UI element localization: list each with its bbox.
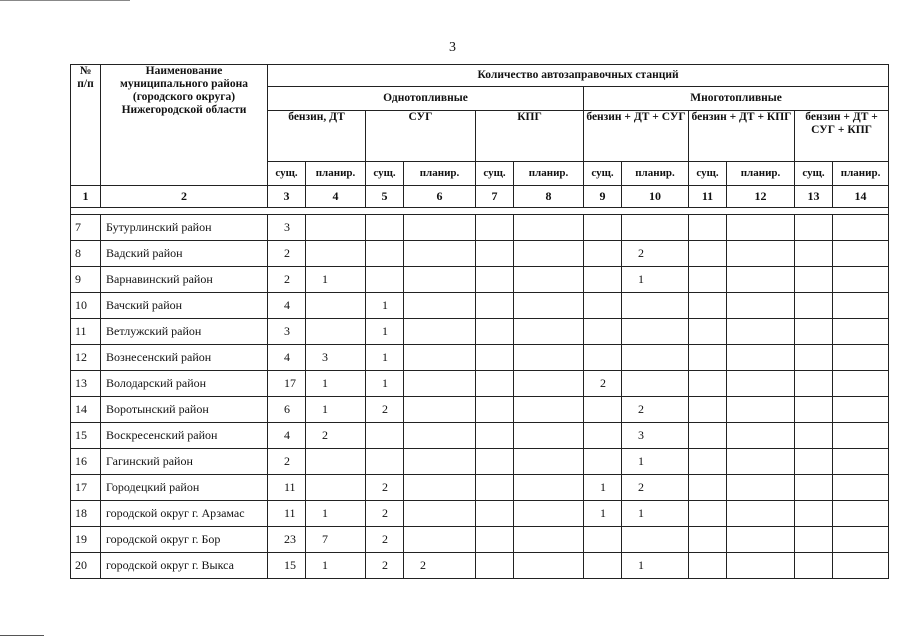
value-cell xyxy=(727,475,795,501)
value-cell xyxy=(404,215,476,241)
district-name: Вознесенский район xyxy=(101,345,268,371)
value-cell: 2 xyxy=(584,371,622,397)
value-cell: 1 xyxy=(584,475,622,501)
value-cell: 15 xyxy=(268,553,306,579)
value-cell xyxy=(833,553,889,579)
district-name: Володарский район xyxy=(101,371,268,397)
row-number: 14 xyxy=(71,397,101,423)
value-cell xyxy=(514,215,584,241)
district-name: Воскресенский район xyxy=(101,423,268,449)
value-cell xyxy=(689,475,727,501)
value-cell xyxy=(795,319,833,345)
row-number: 10 xyxy=(71,293,101,319)
value-cell xyxy=(306,475,366,501)
table-row xyxy=(71,397,889,423)
table-row xyxy=(71,449,889,475)
value-cell xyxy=(514,397,584,423)
value-cell xyxy=(514,345,584,371)
value-cell xyxy=(584,215,622,241)
value-cell xyxy=(514,319,584,345)
row-number: 13 xyxy=(71,371,101,397)
value-cell xyxy=(476,553,514,579)
district-name: Городецкий район xyxy=(101,475,268,501)
value-cell: 1 xyxy=(366,293,404,319)
column-number-row xyxy=(71,186,889,208)
value-cell xyxy=(584,397,622,423)
value-cell xyxy=(584,449,622,475)
header-petrol-diesel-lpg: бензин + ДТ + СУГ xyxy=(584,111,689,162)
value-cell: 1 xyxy=(622,501,689,527)
value-cell: 2 xyxy=(404,553,476,579)
value-cell xyxy=(689,267,727,293)
fuel-stations-table xyxy=(70,64,889,579)
value-cell: 4 xyxy=(268,345,306,371)
value-cell xyxy=(689,293,727,319)
header-petrol-diesel-lpg-cng: бензин + ДТ + СУГ + КПГ xyxy=(795,111,889,162)
value-cell: 2 xyxy=(306,423,366,449)
value-cell xyxy=(727,553,795,579)
district-name: Вадский район xyxy=(101,241,268,267)
row-number: 19 xyxy=(71,527,101,553)
table-row xyxy=(71,475,889,501)
value-cell: 17 xyxy=(268,371,306,397)
header-petrol-diesel-cng: бензин + ДТ + КПГ xyxy=(689,111,795,162)
value-cell xyxy=(366,241,404,267)
table-row xyxy=(71,319,889,345)
value-cell xyxy=(833,397,889,423)
value-cell xyxy=(514,501,584,527)
header-row-number-text: № п/п xyxy=(77,65,94,90)
value-cell xyxy=(689,215,727,241)
value-cell: 1 xyxy=(622,553,689,579)
value-cell xyxy=(622,371,689,397)
value-cell xyxy=(833,215,889,241)
value-cell xyxy=(584,319,622,345)
district-name: Вачский район xyxy=(101,293,268,319)
value-cell xyxy=(795,371,833,397)
value-cell xyxy=(833,527,889,553)
column-number-cell: 6 xyxy=(404,186,476,208)
value-cell xyxy=(404,267,476,293)
value-cell xyxy=(306,241,366,267)
header-district-name-text: Наименование муниципального района (городского округа) Нижегородской области xyxy=(120,65,248,116)
header-existing: сущ. xyxy=(689,162,727,186)
spacer-cell xyxy=(71,208,889,215)
header-planned: планир. xyxy=(622,162,689,186)
page-number: 3 xyxy=(449,40,456,55)
value-cell xyxy=(795,293,833,319)
value-cell xyxy=(476,215,514,241)
row-number: 18 xyxy=(71,501,101,527)
value-cell: 1 xyxy=(584,501,622,527)
value-cell xyxy=(584,345,622,371)
district-name: Ветлужский район xyxy=(101,319,268,345)
value-cell: 2 xyxy=(268,449,306,475)
value-cell: 1 xyxy=(366,371,404,397)
value-cell xyxy=(514,293,584,319)
value-cell xyxy=(476,397,514,423)
row-number: 7 xyxy=(71,215,101,241)
table-row xyxy=(71,215,889,241)
value-cell xyxy=(833,371,889,397)
value-cell xyxy=(833,293,889,319)
value-cell xyxy=(833,241,889,267)
value-cell xyxy=(795,215,833,241)
value-cell: 2 xyxy=(366,501,404,527)
value-cell xyxy=(795,553,833,579)
value-cell: 3 xyxy=(268,215,306,241)
value-cell xyxy=(404,449,476,475)
value-cell xyxy=(727,397,795,423)
value-cell xyxy=(727,215,795,241)
value-cell: 1 xyxy=(306,397,366,423)
column-number-cell: 3 xyxy=(268,186,306,208)
value-cell xyxy=(476,501,514,527)
value-cell xyxy=(795,241,833,267)
value-cell: 7 xyxy=(306,527,366,553)
value-cell: 23 xyxy=(268,527,306,553)
header-planned: планир. xyxy=(833,162,889,186)
value-cell xyxy=(476,267,514,293)
table-row xyxy=(71,267,889,293)
value-cell xyxy=(727,371,795,397)
value-cell xyxy=(476,241,514,267)
district-name: Варнавинский район xyxy=(101,267,268,293)
value-cell xyxy=(833,475,889,501)
value-cell xyxy=(514,241,584,267)
value-cell: 2 xyxy=(268,267,306,293)
column-number-cell: 1 xyxy=(71,186,101,208)
table-row xyxy=(71,293,889,319)
value-cell: 2 xyxy=(366,553,404,579)
value-cell xyxy=(795,423,833,449)
value-cell xyxy=(689,449,727,475)
column-number-cell: 4 xyxy=(306,186,366,208)
value-cell xyxy=(833,501,889,527)
value-cell xyxy=(404,423,476,449)
value-cell xyxy=(404,319,476,345)
value-cell xyxy=(795,397,833,423)
value-cell xyxy=(584,527,622,553)
value-cell xyxy=(476,423,514,449)
value-cell xyxy=(689,501,727,527)
value-cell: 3 xyxy=(268,319,306,345)
row-number: 12 xyxy=(71,345,101,371)
column-number-cell: 7 xyxy=(476,186,514,208)
row-number: 20 xyxy=(71,553,101,579)
value-cell xyxy=(689,397,727,423)
district-name: Бутурлинский район xyxy=(101,215,268,241)
value-cell: 2 xyxy=(622,397,689,423)
table-row xyxy=(71,371,889,397)
column-number-cell: 2 xyxy=(101,186,268,208)
value-cell xyxy=(476,527,514,553)
value-cell xyxy=(476,293,514,319)
column-number-cell: 10 xyxy=(622,186,689,208)
value-cell: 4 xyxy=(268,423,306,449)
header-planned: планир. xyxy=(306,162,366,186)
header-petrol-diesel: бензин, ДТ xyxy=(268,111,366,162)
row-number: 17 xyxy=(71,475,101,501)
value-cell xyxy=(622,293,689,319)
row-number: 8 xyxy=(71,241,101,267)
value-cell xyxy=(476,371,514,397)
header-lpg: СУГ xyxy=(366,111,476,162)
value-cell xyxy=(404,397,476,423)
value-cell xyxy=(727,527,795,553)
value-cell xyxy=(584,553,622,579)
header-multi-fuel: Многотопливные xyxy=(584,87,889,111)
value-cell xyxy=(689,371,727,397)
scan-edge-top xyxy=(0,0,130,1)
header-existing: сущ. xyxy=(795,162,833,186)
value-cell: 1 xyxy=(622,267,689,293)
value-cell xyxy=(404,345,476,371)
value-cell xyxy=(833,267,889,293)
value-cell xyxy=(622,319,689,345)
table-row xyxy=(71,423,889,449)
value-cell xyxy=(514,423,584,449)
value-cell: 3 xyxy=(622,423,689,449)
value-cell xyxy=(306,215,366,241)
value-cell xyxy=(795,267,833,293)
value-cell xyxy=(366,215,404,241)
value-cell xyxy=(727,501,795,527)
value-cell xyxy=(514,475,584,501)
district-name: Воротынский район xyxy=(101,397,268,423)
value-cell xyxy=(727,345,795,371)
value-cell xyxy=(476,345,514,371)
value-cell xyxy=(514,371,584,397)
value-cell xyxy=(689,345,727,371)
value-cell xyxy=(727,423,795,449)
value-cell xyxy=(366,267,404,293)
table-row xyxy=(71,527,889,553)
value-cell xyxy=(476,449,514,475)
value-cell: 3 xyxy=(306,345,366,371)
value-cell xyxy=(404,527,476,553)
value-cell xyxy=(404,371,476,397)
value-cell xyxy=(833,449,889,475)
district-name: городской округ г. Бор xyxy=(101,527,268,553)
value-cell: 2 xyxy=(268,241,306,267)
value-cell xyxy=(476,319,514,345)
row-number: 15 xyxy=(71,423,101,449)
value-cell xyxy=(404,501,476,527)
header-district-name xyxy=(101,65,268,186)
header-existing: сущ. xyxy=(366,162,404,186)
header-planned: планир. xyxy=(514,162,584,186)
value-cell: 2 xyxy=(366,397,404,423)
value-cell xyxy=(584,423,622,449)
value-cell xyxy=(795,475,833,501)
value-cell: 1 xyxy=(622,449,689,475)
value-cell xyxy=(689,319,727,345)
header-existing: сущ. xyxy=(476,162,514,186)
value-cell: 11 xyxy=(268,501,306,527)
value-cell xyxy=(795,501,833,527)
header-planned: планир. xyxy=(404,162,476,186)
column-number-cell: 5 xyxy=(366,186,404,208)
value-cell xyxy=(727,241,795,267)
header-row-number xyxy=(71,65,101,186)
value-cell: 4 xyxy=(268,293,306,319)
value-cell xyxy=(514,553,584,579)
value-cell xyxy=(833,319,889,345)
value-cell: 2 xyxy=(622,475,689,501)
value-cell xyxy=(306,293,366,319)
value-cell xyxy=(795,449,833,475)
table-row xyxy=(71,241,889,267)
column-number-cell: 12 xyxy=(727,186,795,208)
value-cell xyxy=(689,553,727,579)
value-cell xyxy=(689,423,727,449)
value-cell xyxy=(727,267,795,293)
value-cell xyxy=(727,319,795,345)
value-cell: 11 xyxy=(268,475,306,501)
spacer-row xyxy=(71,208,889,215)
value-cell xyxy=(833,345,889,371)
value-cell xyxy=(727,293,795,319)
value-cell xyxy=(514,449,584,475)
value-cell xyxy=(622,527,689,553)
value-cell xyxy=(727,449,795,475)
value-cell xyxy=(584,241,622,267)
value-cell xyxy=(795,345,833,371)
value-cell: 1 xyxy=(366,319,404,345)
column-number-cell: 13 xyxy=(795,186,833,208)
scan-edge-bottom xyxy=(0,635,44,636)
header-existing: сущ. xyxy=(584,162,622,186)
table-row xyxy=(71,345,889,371)
row-number: 16 xyxy=(71,449,101,475)
district-name: городской округ г. Арзамас xyxy=(101,501,268,527)
header-cng: КПГ xyxy=(476,111,584,162)
column-number-cell: 11 xyxy=(689,186,727,208)
value-cell: 2 xyxy=(622,241,689,267)
value-cell xyxy=(366,449,404,475)
value-cell xyxy=(306,319,366,345)
column-number-cell: 9 xyxy=(584,186,622,208)
value-cell: 2 xyxy=(366,475,404,501)
value-cell xyxy=(833,423,889,449)
value-cell xyxy=(476,475,514,501)
column-number-cell: 8 xyxy=(514,186,584,208)
header-planned: планир. xyxy=(727,162,795,186)
value-cell: 2 xyxy=(366,527,404,553)
row-number: 11 xyxy=(71,319,101,345)
value-cell xyxy=(622,215,689,241)
value-cell xyxy=(306,449,366,475)
value-cell: 1 xyxy=(306,371,366,397)
value-cell: 1 xyxy=(306,553,366,579)
value-cell: 6 xyxy=(268,397,306,423)
value-cell xyxy=(404,475,476,501)
value-cell xyxy=(584,293,622,319)
value-cell xyxy=(514,267,584,293)
column-number-cell: 14 xyxy=(833,186,889,208)
value-cell xyxy=(584,267,622,293)
value-cell: 1 xyxy=(306,501,366,527)
value-cell xyxy=(795,527,833,553)
table-row xyxy=(71,553,889,579)
header-station-count: Количество автозаправочных станций xyxy=(268,65,889,87)
value-cell xyxy=(689,241,727,267)
table-row xyxy=(71,501,889,527)
district-name: городской округ г. Выкса xyxy=(101,553,268,579)
value-cell xyxy=(689,527,727,553)
header-existing: сущ. xyxy=(268,162,306,186)
value-cell xyxy=(404,241,476,267)
district-name: Гагинский район xyxy=(101,449,268,475)
header-single-fuel: Однотопливные xyxy=(268,87,584,111)
value-cell xyxy=(622,345,689,371)
value-cell: 1 xyxy=(306,267,366,293)
value-cell: 1 xyxy=(366,345,404,371)
value-cell xyxy=(366,423,404,449)
value-cell xyxy=(514,527,584,553)
value-cell xyxy=(404,293,476,319)
row-number: 9 xyxy=(71,267,101,293)
